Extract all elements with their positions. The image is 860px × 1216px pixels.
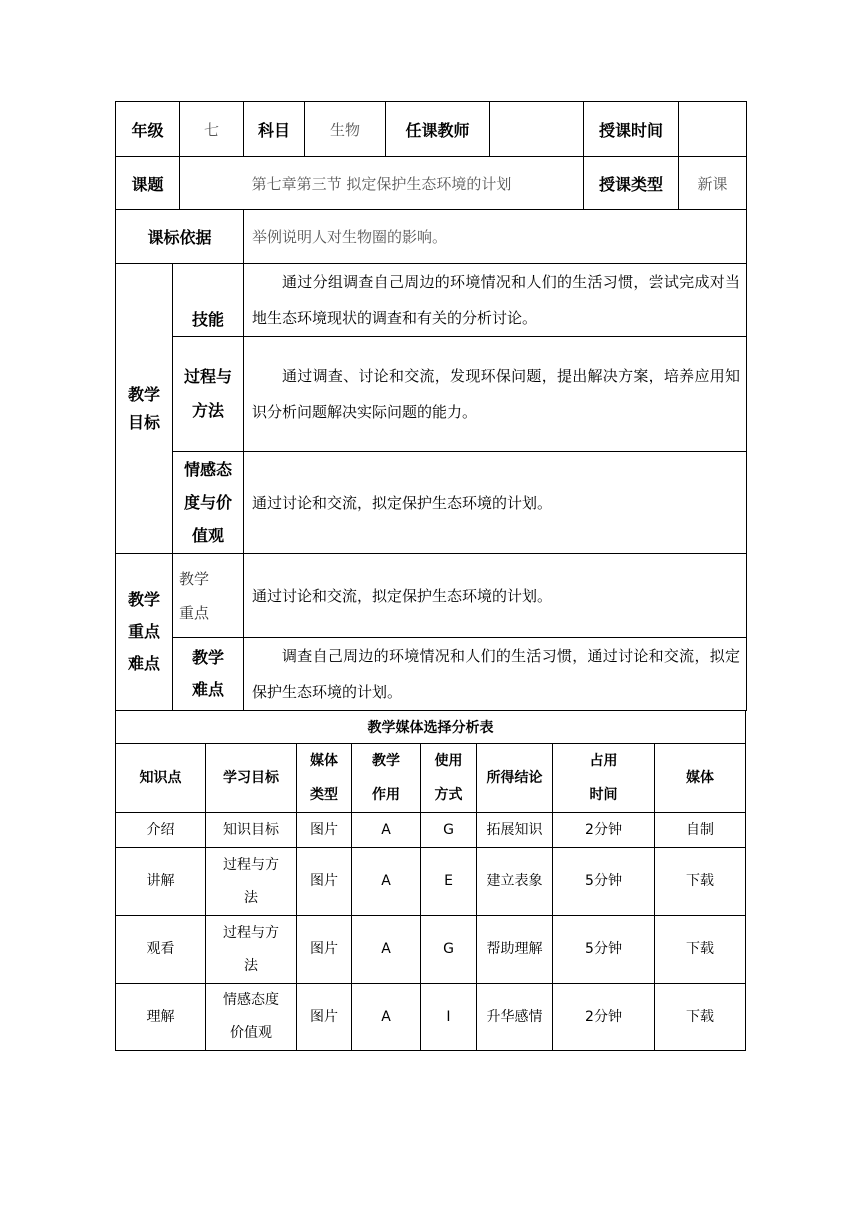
cell-media: 自制 <box>655 813 746 848</box>
keypoints-label-line2: 重点 <box>127 622 160 641</box>
col-header-media-type-line1: 媒体 <box>310 753 338 769</box>
cell-goal <box>206 916 297 984</box>
cell-conclusion: 建立表象 <box>477 848 553 916</box>
col-header-time <box>553 744 655 813</box>
cell-media: 下载 <box>655 848 746 916</box>
teacher-value <box>490 102 584 157</box>
focus-label-line2: 重点 <box>179 603 210 622</box>
cell-mode: G <box>421 916 477 984</box>
col-header-role-line1: 教学 <box>372 753 400 769</box>
col-header-mode-line1: 使用 <box>434 753 463 769</box>
cell-mode: I <box>421 984 477 1051</box>
col-header-mode-line2: 方式 <box>434 787 463 803</box>
process-method-label <box>173 337 244 452</box>
col-header-point <box>116 744 206 813</box>
table-row <box>116 916 746 984</box>
col-header-conclusion-text: 所得结论 <box>486 770 543 786</box>
cell-goal-line2: 价值观 <box>230 1025 272 1041</box>
cell-point: 介绍 <box>116 813 206 848</box>
standard-label: 课标依据 <box>116 210 244 264</box>
process-method-label-line2: 方法 <box>192 401 225 420</box>
cell-role: A <box>352 916 421 984</box>
col-header-media <box>655 744 746 813</box>
cell-point: 理解 <box>116 984 206 1051</box>
col-header-time-line1: 占用 <box>589 753 618 769</box>
keypoints-label-line3: 难点 <box>127 654 160 673</box>
cell-goal-line1: 过程与方 <box>223 856 279 873</box>
difficulty-text: 调查自己周边的环境情况和人们的生活习惯，通过讨论和交流，拟定保护生态环境的计划。 <box>244 638 747 711</box>
table-row <box>116 813 746 848</box>
objectives-label-line2: 目标 <box>127 412 160 432</box>
cell-type: 图片 <box>297 984 352 1051</box>
cell-time: 2分钟 <box>553 813 655 848</box>
difficulty-label <box>173 638 244 711</box>
cell-time: 5分钟 <box>553 848 655 916</box>
media-table-title: 教学媒体选择分析表 <box>116 711 746 744</box>
cell-point: 观看 <box>116 916 206 984</box>
skill-label <box>173 264 244 337</box>
lesson-plan-sheet <box>115 101 745 1051</box>
cell-conclusion: 帮助理解 <box>477 916 553 984</box>
col-header-conclusion <box>477 744 553 813</box>
cell-media: 下载 <box>655 916 746 984</box>
cell-role: A <box>352 848 421 916</box>
time-value <box>679 102 747 157</box>
focus-label <box>173 554 244 638</box>
cell-type: 图片 <box>297 813 352 848</box>
media-analysis-table <box>115 710 746 1051</box>
cell-goal-line2: 法 <box>244 957 258 974</box>
grade-value: 七 <box>180 102 244 157</box>
cell-type: 图片 <box>297 848 352 916</box>
cell-time: 5分钟 <box>553 916 655 984</box>
type-label: 授课类型 <box>584 157 679 210</box>
subject-value: 生物 <box>305 102 386 157</box>
col-header-role <box>352 744 421 813</box>
keypoints-label-line1: 教学 <box>127 590 160 609</box>
table-row <box>116 848 746 916</box>
difficulty-label-line2: 难点 <box>192 680 225 699</box>
col-header-media-type-line2: 类型 <box>310 787 338 803</box>
cell-goal <box>206 984 297 1051</box>
cell-mode: G <box>421 813 477 848</box>
cell-goal-line1: 情感态度 <box>223 992 279 1008</box>
col-header-media-type <box>297 744 352 813</box>
col-header-goal-text: 学习目标 <box>223 770 279 786</box>
objectives-label-line1: 教学 <box>127 384 160 404</box>
cell-goal-line1: 过程与方 <box>223 924 279 941</box>
emotion-value-label-line2: 度与价 <box>184 493 233 512</box>
cell-conclusion: 升华感情 <box>477 984 553 1051</box>
col-header-point-text: 知识点 <box>139 770 182 786</box>
emotion-value-label <box>173 452 244 554</box>
subject-label: 科目 <box>244 102 305 157</box>
cell-role: A <box>352 984 421 1051</box>
standard-value: 举例说明人对生物圈的影响。 <box>244 210 747 264</box>
grade-label: 年级 <box>116 102 180 157</box>
emotion-value-label-line1: 情感态 <box>184 460 233 479</box>
focus-label-line1: 教学 <box>179 569 210 588</box>
skill-text: 通过分组调查自己周边的环境情况和人们的生活习惯，尝试完成对当地生态环境现状的调查和有关的分析讨论。 <box>244 264 747 337</box>
cell-conclusion: 拓展知识 <box>477 813 553 848</box>
col-header-mode <box>421 744 477 813</box>
cell-goal <box>206 848 297 916</box>
topic-label: 课题 <box>116 157 180 210</box>
cell-point: 讲解 <box>116 848 206 916</box>
topic-value: 第七章第三节 拟定保护生态环境的计划 <box>180 157 584 210</box>
col-header-media-text: 媒体 <box>686 770 714 786</box>
keypoints-label <box>116 554 173 711</box>
objectives-label <box>116 264 173 554</box>
cell-time: 2分钟 <box>553 984 655 1051</box>
col-header-goal <box>206 744 297 813</box>
process-method-label-line1: 过程与 <box>184 367 233 386</box>
teacher-label: 任课教师 <box>386 102 490 157</box>
cell-type: 图片 <box>297 916 352 984</box>
process-method-text: 通过调查、讨论和交流，发现环保问题，提出解决方案，培养应用知识分析问题解决实际问题的能力。 <box>244 337 747 452</box>
difficulty-label-line1: 教学 <box>192 648 225 667</box>
cell-media: 下载 <box>655 984 746 1051</box>
lesson-info-table <box>115 101 747 711</box>
col-header-role-line2: 作用 <box>372 787 400 803</box>
cell-mode: E <box>421 848 477 916</box>
col-header-time-line2: 时间 <box>589 787 618 803</box>
time-label: 授课时间 <box>584 102 679 157</box>
cell-role: A <box>352 813 421 848</box>
focus-text: 通过讨论和交流，拟定保护生态环境的计划。 <box>244 554 747 638</box>
skill-label-text: 技能 <box>192 310 225 329</box>
emotion-value-text: 通过讨论和交流，拟定保护生态环境的计划。 <box>244 452 747 554</box>
table-row <box>116 984 746 1051</box>
cell-goal: 知识目标 <box>206 813 297 848</box>
cell-goal-line2: 法 <box>244 889 258 906</box>
type-value: 新课 <box>679 157 747 210</box>
emotion-value-label-line3: 值观 <box>192 526 225 545</box>
